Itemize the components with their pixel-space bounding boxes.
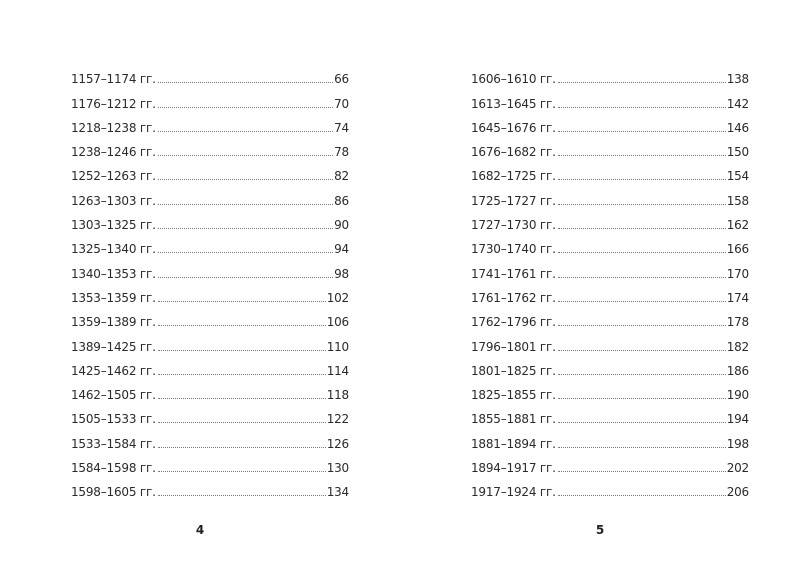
toc-entry-label: 1584–1598 гг. [71, 461, 156, 476]
toc-entry-label: 1796–1801 гг. [471, 339, 556, 354]
toc-entry-page: 122 [326, 412, 349, 427]
right-page [400, 0, 800, 579]
toc-entry-page: 90 [334, 218, 349, 233]
toc-entry-label: 1761–1762 гг. [471, 290, 556, 305]
toc-entry-label: 1340–1353 гг. [71, 266, 156, 281]
dot-leader [558, 398, 726, 399]
toc-entry-label: 1606–1610 гг. [471, 72, 556, 87]
toc-entry[interactable] [471, 281, 749, 305]
toc-entry-page: 134 [326, 485, 349, 500]
dot-leader [158, 228, 333, 229]
toc-entry-label: 1263–1303 гг. [71, 193, 156, 208]
toc-entry-page: 106 [326, 315, 349, 330]
toc-entry[interactable] [471, 135, 749, 159]
toc-entry-label: 1727–1730 гг. [471, 218, 556, 233]
toc-entry-page: 74 [334, 120, 349, 135]
toc-entry-label: 1676–1682 гг. [471, 145, 556, 160]
toc-entry-page: 126 [326, 436, 349, 451]
toc-entry[interactable] [471, 86, 749, 110]
toc-entry-page: 150 [726, 145, 749, 160]
toc-entry-page: 94 [334, 242, 349, 257]
toc-entry-label: 1505–1533 гг. [71, 412, 156, 427]
toc-entry-label: 1894–1917 гг. [471, 461, 556, 476]
toc-entry[interactable] [471, 451, 749, 475]
dot-leader [558, 107, 726, 108]
toc-entry[interactable] [71, 475, 349, 499]
dot-leader [158, 179, 333, 180]
toc-entry-label: 1303–1325 гг. [71, 218, 156, 233]
toc-entry-page: 158 [726, 193, 749, 208]
toc-entry-label: 1359–1389 гг. [71, 315, 156, 330]
toc-entry[interactable] [71, 378, 349, 402]
toc-entry-label: 1730–1740 гг. [471, 242, 556, 257]
toc-entry-page: 138 [726, 72, 749, 87]
toc-entry-page: 130 [326, 461, 349, 476]
toc-entry[interactable] [471, 62, 749, 86]
toc-entry[interactable] [71, 159, 349, 183]
toc-entry-label: 1389–1425 гг. [71, 339, 156, 354]
dot-leader [558, 277, 726, 278]
toc-entry[interactable] [471, 402, 749, 426]
toc-entry-page: 98 [334, 266, 349, 281]
toc-entry-label: 1252–1263 гг. [71, 169, 156, 184]
dot-leader [158, 82, 333, 83]
dot-leader [158, 131, 333, 132]
toc-entry-page: 78 [334, 145, 349, 160]
dot-leader [558, 374, 726, 375]
toc-entry-page: 206 [726, 485, 749, 500]
page-number: 4 [195, 523, 205, 537]
toc-entry-label: 1682–1725 гг. [471, 169, 556, 184]
toc-entry[interactable] [471, 426, 749, 450]
dot-leader [558, 301, 726, 302]
toc-entry-label: 1645–1676 гг. [471, 120, 556, 135]
dot-leader [158, 301, 326, 302]
toc-entry[interactable] [71, 183, 349, 207]
dot-leader [558, 325, 726, 326]
toc-entry-label: 1613–1645 гг. [471, 96, 556, 111]
toc-entry-page: 194 [726, 412, 749, 427]
toc-entry-page: 70 [334, 96, 349, 111]
toc-entry[interactable] [471, 354, 749, 378]
toc-entry-label: 1238–1246 гг. [71, 145, 156, 160]
toc-entry-label: 1801–1825 гг. [471, 363, 556, 378]
toc-entry[interactable] [471, 475, 749, 499]
toc-entry-label: 1533–1584 гг. [71, 436, 156, 451]
toc-entry[interactable] [71, 111, 349, 135]
toc-entry[interactable] [71, 451, 349, 475]
toc-entry-label: 1425–1462 гг. [71, 363, 156, 378]
dot-leader [158, 447, 326, 448]
toc-entry[interactable] [71, 86, 349, 110]
toc-entry-page: 170 [726, 266, 749, 281]
toc-entry[interactable] [71, 281, 349, 305]
toc-entry-label: 1917–1924 гг. [471, 485, 556, 500]
toc-entry-page: 198 [726, 436, 749, 451]
toc-entry-page: 114 [326, 363, 349, 378]
dot-leader [158, 325, 326, 326]
toc-entry-page: 118 [326, 388, 349, 403]
toc-entry-page: 182 [726, 339, 749, 354]
toc-entry-page: 202 [726, 461, 749, 476]
toc-entry-page: 162 [726, 218, 749, 233]
toc-entry-page: 146 [726, 120, 749, 135]
toc-entry[interactable] [71, 426, 349, 450]
toc-entry[interactable] [471, 159, 749, 183]
dot-leader [558, 131, 726, 132]
toc-entry[interactable] [71, 329, 349, 353]
dot-leader [158, 204, 333, 205]
toc-entry[interactable] [71, 305, 349, 329]
toc-entry-page: 178 [726, 315, 749, 330]
toc-entry[interactable] [471, 329, 749, 353]
toc-entry[interactable] [471, 305, 749, 329]
dot-leader [158, 398, 326, 399]
toc-entry-label: 1762–1796 гг. [471, 315, 556, 330]
toc-entry-page: 110 [326, 339, 349, 354]
page-number: 5 [595, 523, 605, 537]
toc-entry-label: 1881–1894 гг. [471, 436, 556, 451]
toc-entry[interactable] [471, 183, 749, 207]
toc-entry[interactable] [471, 111, 749, 135]
toc-entry-page: 186 [726, 363, 749, 378]
dot-leader [158, 495, 326, 496]
dot-leader [558, 179, 726, 180]
toc-entry-label: 1598–1605 гг. [71, 485, 156, 500]
toc-entry[interactable] [71, 232, 349, 256]
toc-entry-label: 1325–1340 гг. [71, 242, 156, 257]
toc-entry-label: 1157–1174 гг. [71, 72, 156, 87]
toc-entry[interactable] [71, 256, 349, 280]
dot-leader [558, 447, 726, 448]
dot-leader [158, 350, 326, 351]
toc-entry[interactable] [71, 135, 349, 159]
toc-entry-label: 1218–1238 гг. [71, 120, 156, 135]
dot-leader [158, 107, 333, 108]
toc-entry-label: 1176–1212 гг. [71, 96, 156, 111]
toc-entry-page: 86 [334, 193, 349, 208]
toc-entry-label: 1741–1761 гг. [471, 266, 556, 281]
toc-entry[interactable] [71, 62, 349, 86]
toc-entry-page: 82 [334, 169, 349, 184]
dot-leader [158, 422, 326, 423]
toc-entry-label: 1855–1881 гг. [471, 412, 556, 427]
toc-entry[interactable] [471, 378, 749, 402]
toc-entry-label: 1725–1727 гг. [471, 193, 556, 208]
dot-leader [158, 277, 333, 278]
table-of-contents-left [71, 62, 349, 499]
dot-leader [558, 350, 726, 351]
toc-entry[interactable] [71, 208, 349, 232]
dot-leader [558, 252, 726, 253]
toc-entry-page: 166 [726, 242, 749, 257]
dot-leader [558, 495, 726, 496]
dot-leader [558, 422, 726, 423]
dot-leader [158, 471, 326, 472]
dot-leader [558, 155, 726, 156]
dot-leader [158, 374, 326, 375]
toc-entry-label: 1825–1855 гг. [471, 388, 556, 403]
toc-entry-page: 142 [726, 96, 749, 111]
dot-leader [558, 204, 726, 205]
toc-entry[interactable] [471, 208, 749, 232]
toc-entry-page: 102 [326, 290, 349, 305]
toc-entry[interactable] [471, 256, 749, 280]
toc-entry-label: 1462–1505 гг. [71, 388, 156, 403]
toc-entry-page: 154 [726, 169, 749, 184]
dot-leader [558, 471, 726, 472]
toc-entry-page: 190 [726, 388, 749, 403]
toc-entry[interactable] [71, 402, 349, 426]
toc-entry[interactable] [71, 354, 349, 378]
toc-entry[interactable] [471, 232, 749, 256]
dot-leader [158, 155, 333, 156]
dot-leader [558, 228, 726, 229]
dot-leader [558, 82, 726, 83]
table-of-contents-right [471, 62, 749, 499]
toc-entry-page: 66 [334, 72, 349, 87]
toc-entry-label: 1353–1359 гг. [71, 290, 156, 305]
dot-leader [158, 252, 333, 253]
toc-entry-page: 174 [726, 290, 749, 305]
